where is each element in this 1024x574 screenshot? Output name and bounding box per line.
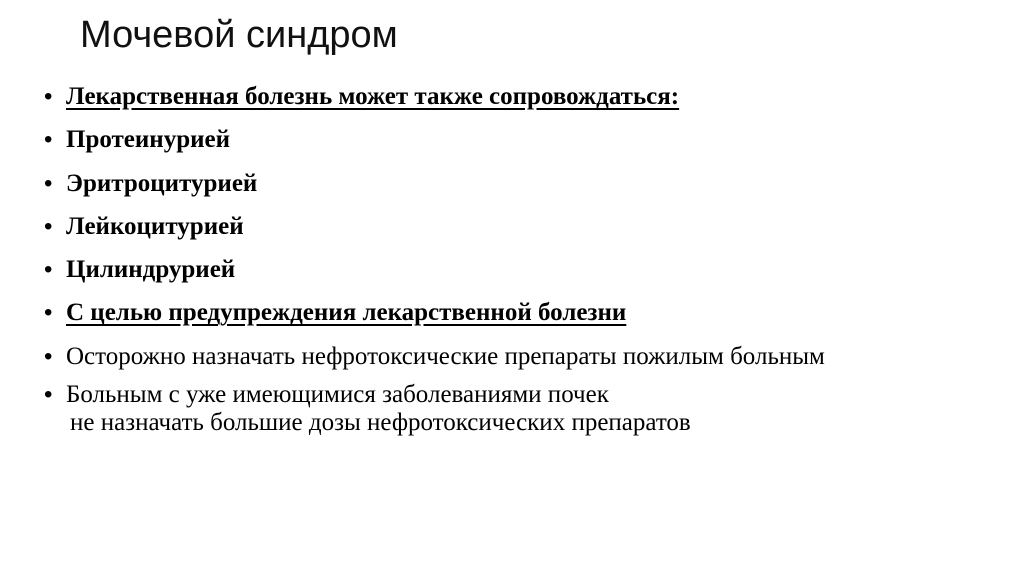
bullet-icon: • (44, 380, 53, 408)
list-item-text: Больным с уже имеющимися заболеваниями почек (66, 380, 609, 408)
continuation-line: не назначать большие дозы нефротоксических препаратов (70, 408, 691, 436)
bullet-icon: • (44, 169, 53, 197)
list-item (44, 169, 984, 199)
list-item (44, 125, 984, 155)
list-item-text: С целью предупреждения лекарственной болезни (66, 299, 627, 327)
list-item-text: Протеинурией (66, 126, 231, 154)
list-item-text: Осторожно назначать нефротоксические препараты пожилым больным (66, 342, 825, 370)
bullet-icon: • (44, 212, 53, 240)
bullet-list (44, 82, 984, 438)
list-item (44, 380, 984, 410)
list-item-text: Эритроцитурией (66, 169, 258, 197)
slide-title: Мочевой синдром (80, 14, 398, 56)
bullet-icon: • (44, 299, 53, 327)
list-item-text: Лейкоцитурией (66, 212, 244, 240)
bullet-icon: • (44, 83, 53, 110)
list-item (44, 298, 984, 328)
bullet-icon: • (44, 256, 53, 284)
list-item (44, 212, 984, 242)
list-item (44, 342, 886, 372)
list-item (44, 255, 984, 285)
list-item (44, 82, 984, 112)
list-item-text: Цилиндрурией (66, 256, 236, 284)
bullet-icon: • (44, 342, 53, 370)
bullet-icon: • (44, 126, 53, 154)
list-item-text: Лекарственная болезнь может также сопровождаться: (66, 83, 680, 110)
